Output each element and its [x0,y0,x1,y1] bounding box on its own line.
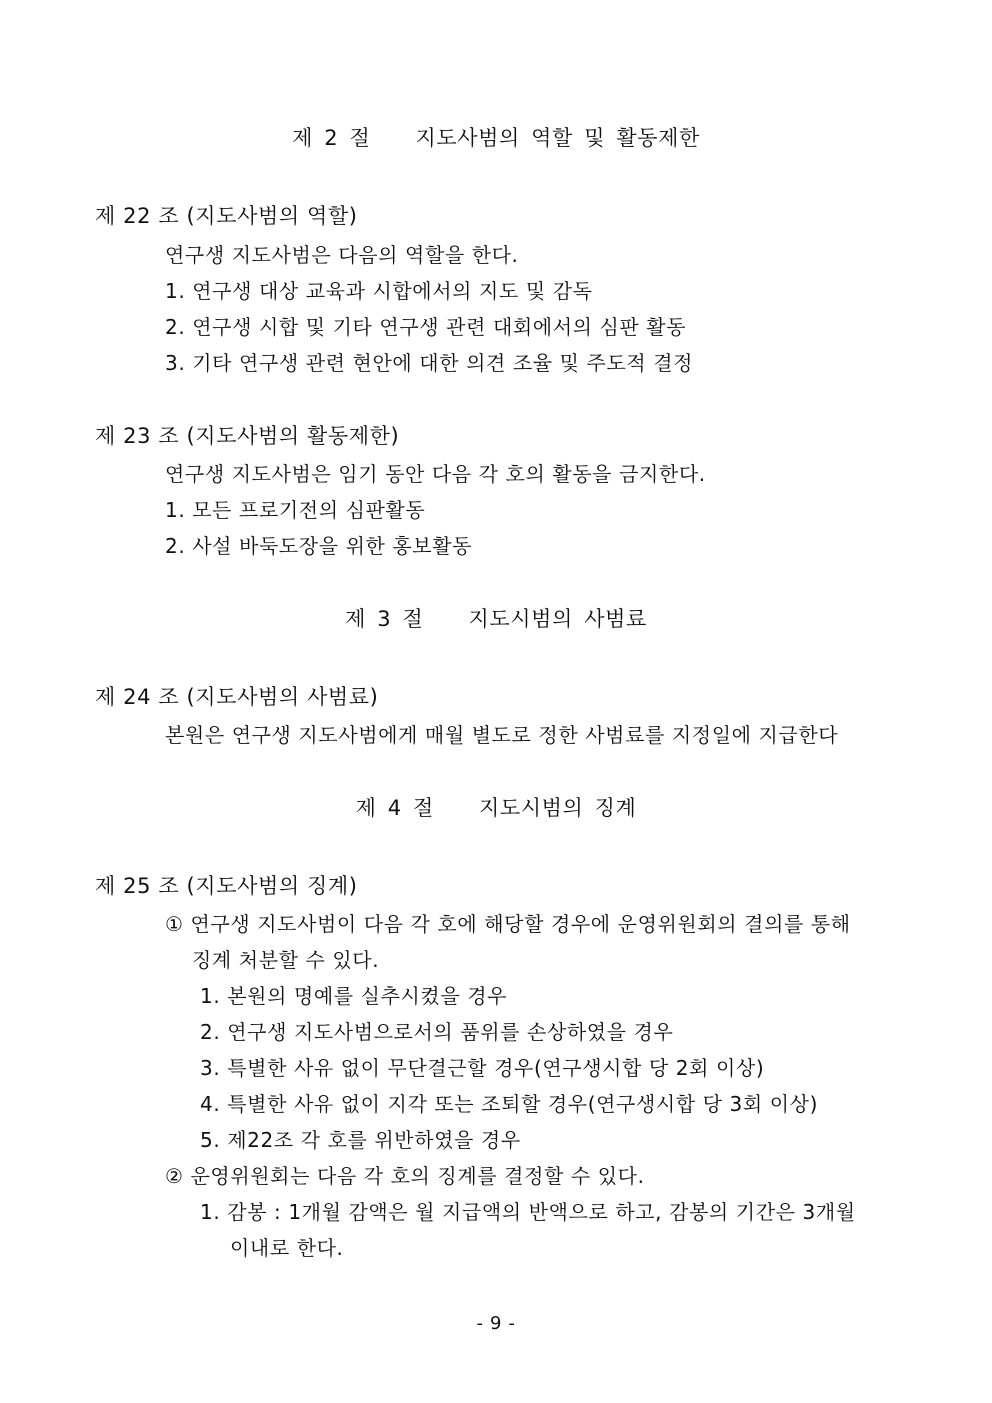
article-25-paragraph-2: ② 운영위원회는 다음 각 호의 징계를 결정할 수 있다. [165,1164,645,1188]
section-heading-3: 제 3 절 지도시범의 사범료 [345,607,647,631]
article-25-item: 2. 연구생 지도사범으로서의 품위를 손상하였을 경우 [200,1020,674,1044]
article-23-title: 제 23 조 (지도사범의 활동제한) [95,424,400,448]
article-22-title: 제 22 조 (지도사범의 역할) [95,204,358,228]
article-25-paragraph-1-cont: 징계 처분할 수 있다. [192,948,380,972]
article-25-p2-item: 1. 감봉 : 1개월 감액은 월 지급액의 반액으로 하고, 감봉의 기간은 3개월 [200,1200,856,1224]
article-24-body: 본원은 연구생 지도사범에게 매월 별도로 정한 사범료를 지정일에 지급한다 [165,723,839,747]
article-25-paragraph-1: ① 연구생 지도사범이 다음 각 호에 해당할 경우에 운영위원회의 결의를 통해 [165,912,851,936]
article-22-item: 1. 연구생 대상 교육과 시합에서의 지도 및 감독 [165,279,593,303]
article-23-item: 2. 사설 바둑도장을 위한 홍보활동 [165,534,473,558]
page-number: - 9 - [476,1313,516,1334]
article-22-item: 3. 기타 연구생 관련 현안에 대한 의견 조율 및 주도적 결정 [165,351,694,375]
article-25-item: 5. 제22조 각 호를 위반하였을 경우 [200,1128,521,1152]
article-24-title: 제 24 조 (지도사범의 사범료) [95,685,379,709]
article-25-item: 3. 특별한 사유 없이 무단결근할 경우(연구생시합 당 2회 이상) [200,1056,765,1080]
article-23-intro: 연구생 지도사범은 임기 동안 다음 각 호의 활동을 금지한다. [165,462,706,486]
section-heading-4: 제 4 절 지도시범의 징계 [355,796,637,820]
article-25-p2-item-cont: 이내로 한다. [230,1236,344,1260]
article-22-item: 2. 연구생 시합 및 기타 연구생 관련 대회에서의 심판 활동 [165,315,687,339]
article-25-title: 제 25 조 (지도사범의 징계) [95,874,358,898]
section-heading-2: 제 2 절 지도사범의 역할 및 활동제한 [292,126,700,150]
article-23-item: 1. 모든 프로기전의 심판활동 [165,498,426,522]
article-22-intro: 연구생 지도사범은 다음의 역할을 한다. [165,243,519,267]
article-25-item: 1. 본원의 명예를 실추시켰을 경우 [200,984,508,1008]
article-25-item: 4. 특별한 사유 없이 지각 또는 조퇴할 경우(연구생시합 당 3회 이상) [200,1092,818,1116]
